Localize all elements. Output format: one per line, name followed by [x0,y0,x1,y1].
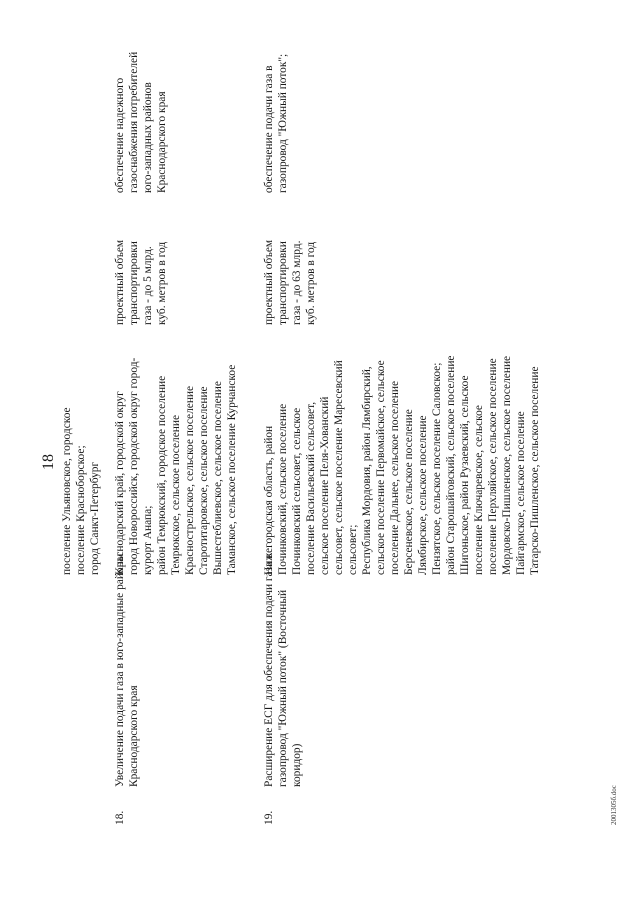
location-line: Краснодарский край, городской округ [114,391,126,575]
location-line: поселение Ключаревское, сельское [473,405,485,575]
continuation-line: город Санкт-Петербург [89,461,101,575]
goal-line: газоснабжения потребителей [128,51,140,193]
capacity-line: газа - до 5 млрд. [142,246,154,325]
location-line: сельсовет, сельское поселение Маресевский [333,360,345,575]
location-line: Таманское, сельское поселение Курчанское [226,364,238,575]
location-line: Починковский, сельское поселение [277,403,289,575]
capacity-line: транспортировки [277,241,289,325]
capacity-line: проектный объем [263,239,275,325]
project-name-line: Расширение ЕСГ для обеспечения подачи газа в [263,553,275,787]
continuation-line: поселение Ульяновское, городское [61,407,73,575]
location-line: Мордовско-Пишленское, сельское поселение [501,355,513,575]
location-line: сельсовет; [347,524,359,575]
project-name-line: Краснодарского края [128,685,140,787]
goal-line: юго-западных районов [142,82,154,193]
capacity-line: транспортировки [128,241,140,325]
location-description [262,333,542,575]
page-number: 18 [40,454,57,470]
project-name-line: Увеличение подачи газа в юго-западные районы [114,553,126,787]
location-line: Темрюкское, сельское поселение [170,414,182,575]
continuation-line: поселение Красноборское; [75,445,87,575]
location-description [113,333,239,575]
capacity-description [113,203,169,325]
location-line: Татарско-Пишленское, сельское поселение [529,366,541,575]
location-line: Берсеневское, сельское поселение [403,409,415,575]
capacity-line: газа - до 63 млрд. [291,240,303,325]
capacity-line: куб. метров в год [156,241,168,325]
location-line: Республика Мордовия, район Лямбирский, [361,366,373,575]
capacity-line: проектный объем [114,239,126,325]
goal-description [113,53,169,193]
location-line: курорт Анапа; [142,505,154,575]
goal-line: Краснодарского края [156,91,168,193]
goal-description [262,53,290,193]
location-line: сельское поселение Пеля-Хованский [319,396,331,575]
location-line: район Темрюкский, городское поселение [156,375,168,575]
location-line: Пайгармское, сельское поселение [515,411,527,575]
location-line: поселение Васильевский сельсовет, [305,401,317,575]
project-name-line: газопровод "Южный поток" (Восточный [277,589,289,787]
row-number: 18. [114,810,126,825]
capacity-description [262,203,318,325]
location-line: Вышестеблиевское, сельское поселение [212,381,224,575]
location-line: поселение Перхляйское, сельское поселение [487,358,499,575]
location-line: город Новороссийск, городской округ город- [128,357,140,575]
location-line: Лямбирское, сельское поселение [417,415,429,575]
goal-line: обеспечение надежного [114,77,126,193]
capacity-line: куб. метров в год [305,241,317,325]
goal-line: обеспечение подачи газа в [263,65,275,193]
location-line: поселение Дальнее, сельское поселение [389,380,401,575]
location-line: район Старошайговский, сельское поселение [445,355,457,575]
location-line: Краснострельское, сельское поселение [184,385,196,575]
location-line: Починковский сельсовет, сельское [291,407,303,575]
project-name-line: коридор) [291,743,303,787]
project-name [262,553,304,787]
location-line: сельское поселение Первомайское, сельское [375,360,387,575]
document-footer-code: 2001305б.doc [610,785,618,825]
row-number: 19. [263,810,275,825]
location-line: Шигоньское, район Рузаевский, сельское [459,375,471,575]
goal-line: газопровод "Южный поток"; [277,53,289,193]
location-line: Старотитаровское, сельское поселение [198,386,210,575]
location-line: Нижегородская область, район [263,425,275,575]
previous-row-continuation [60,335,102,575]
project-name [113,553,141,787]
location-line: Пензятское, сельское поселение Саловское; [431,362,443,575]
